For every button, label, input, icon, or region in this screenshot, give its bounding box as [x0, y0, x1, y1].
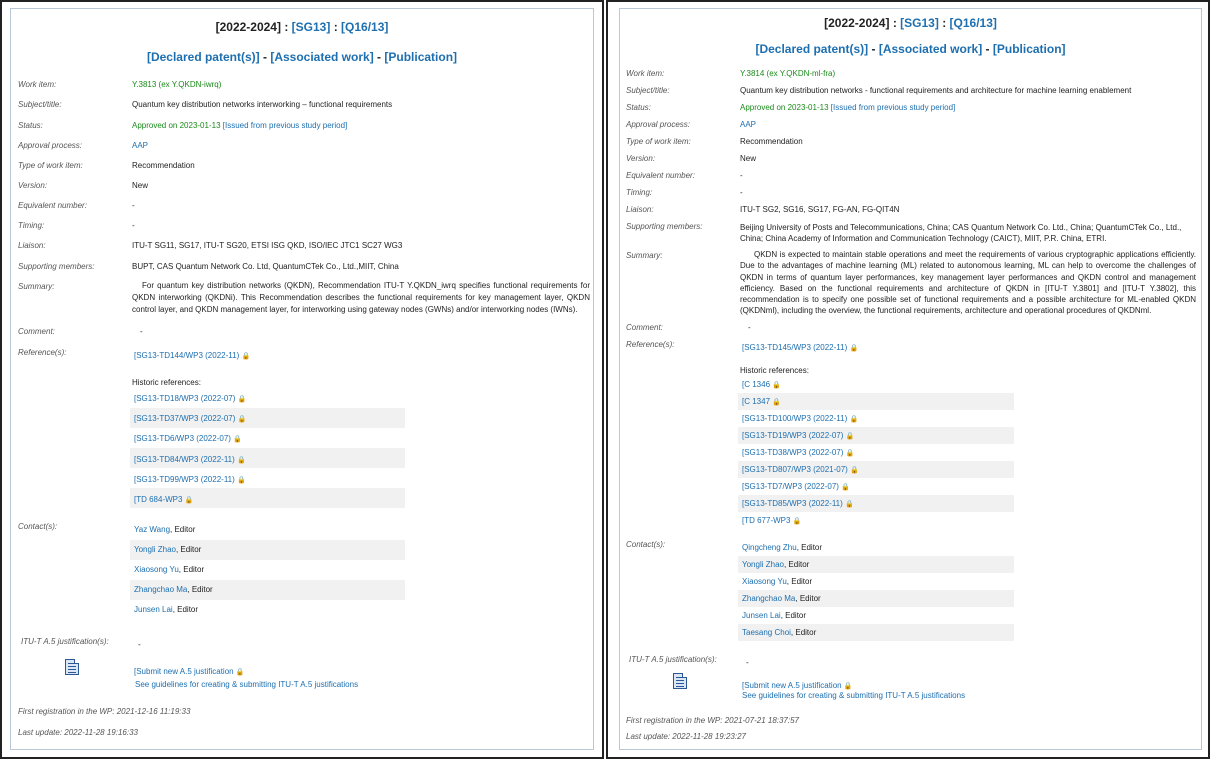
contact-link[interactable]: Yaz Wang [134, 525, 171, 534]
approval-link[interactable]: AAP [132, 141, 149, 150]
guidelines-link[interactable]: See guidelines for creating & submitting ITU-T A.5 justifications [742, 691, 966, 700]
work-item-value: Y.3813 (ex Y.QKDN-iwrq) [132, 80, 222, 89]
contact-item: Junsen Lai, Editor [742, 611, 807, 620]
comment-value: - [748, 323, 751, 332]
historic-ref-link[interactable]: [SG13-TD7/WP3 (2022-07) 🔒 [742, 482, 850, 491]
version-value: New [740, 154, 757, 163]
first-registration: First registration in the WP: 2021-12-16 11:19:33 [18, 707, 191, 716]
work-item-label: Work item: [626, 69, 665, 78]
liaison-label: Liaison: [626, 205, 654, 214]
contact-item: Yongli Zhao, Editor [134, 545, 202, 554]
historic-label: Historic references: [132, 378, 201, 387]
subject-label: Subject/title: [18, 100, 62, 109]
publication-link[interactable]: [Publication] [992, 42, 1066, 56]
contact-item: Xiaosong Yu, Editor [134, 565, 205, 574]
status-label: Status: [18, 121, 43, 130]
lock-icon: 🔒 [843, 683, 853, 690]
lock-icon: 🔒 [235, 669, 245, 676]
references-label: Reference(s): [18, 348, 67, 357]
equivalent-value: - [740, 171, 743, 180]
submit-justification-link[interactable]: [Submit new A.5 justification 🔒 [742, 681, 853, 690]
contact-item: Yongli Zhao, Editor [742, 560, 810, 569]
approval-link[interactable]: AAP [740, 120, 757, 129]
right-inner-frame [619, 8, 1202, 750]
status-value: Approved on 2023-01-13 [Issued from previous study period] [132, 121, 348, 130]
contact-link[interactable]: Qingcheng Zhu [742, 543, 797, 552]
contacts-label: Contact(s): [18, 522, 58, 531]
reference-link[interactable]: [SG13-TD144/WP3 (2022-11) 🔒 [134, 351, 251, 360]
lock-icon: 🔒 [237, 457, 246, 464]
issued-link[interactable]: [Issued from previous study period] [830, 103, 956, 112]
version-value: New [132, 181, 149, 190]
lock-icon: 🔒 [772, 382, 781, 389]
publication-link[interactable]: [Publication] [384, 50, 458, 64]
contact-item: Xiaosong Yu, Editor [742, 577, 813, 586]
contact-link[interactable]: Yongli Zhao [742, 560, 784, 569]
justification-label: ITU-T A.5 justification(s): [21, 637, 109, 646]
timing-label: Timing: [626, 188, 653, 197]
historic-ref-link[interactable]: [SG13-TD100/WP3 (2022-11) 🔒 [742, 414, 859, 423]
equivalent-label: Equivalent number: [18, 201, 87, 210]
historic-ref-link[interactable]: [SG13-TD99/WP3 (2022-11) 🔒 [134, 475, 246, 484]
subject-value: Quantum key distribution networks interworking – functional requirements [132, 100, 393, 109]
historic-ref-link[interactable]: [SG13-TD37/WP3 (2022-07) 🔒 [134, 414, 247, 423]
timing-label: Timing: [18, 221, 45, 230]
lock-icon: 🔒 [845, 433, 855, 440]
historic-label: Historic references: [740, 366, 809, 375]
left-header: [2022-2024] : [SG13] : [Q16/13] [215, 20, 389, 34]
left-links-row: [Declared patent(s)] - [Associated work] - [Publication] [146, 50, 458, 64]
last-update: Last update: 2022-11-28 19:23:27 [626, 732, 746, 741]
type-value: Recommendation [132, 161, 195, 170]
right-links-row: [Declared patent(s)] - [Associated work] - [Publication] [755, 42, 1066, 56]
summary-label: Summary: [626, 251, 663, 260]
supporting-value: BUPT, CAS Quantum Network Co. Ltd, QuantumCTek Co., Ltd.,MIIT, China [132, 262, 399, 271]
historic-ref-link[interactable]: [TD 677-WP3 🔒 [742, 516, 802, 525]
lock-icon: 🔒 [841, 484, 850, 491]
subject-label: Subject/title: [626, 86, 670, 95]
contacts-label: Contact(s): [626, 540, 666, 549]
contact-link[interactable]: Junsen Lai [742, 611, 781, 620]
submit-justification-link[interactable]: [Submit new A.5 justification 🔒 [134, 667, 245, 676]
lock-icon: 🔒 [845, 450, 855, 457]
supporting-label: Supporting members: [18, 262, 95, 271]
right-panel [606, 0, 1210, 759]
lock-icon: 🔒 [233, 436, 242, 443]
lock-icon: 🔒 [850, 467, 859, 474]
period-label: [2022-2024] [824, 16, 890, 30]
associated-work-link[interactable]: [Associated work] [270, 50, 374, 64]
lock-icon: 🔒 [237, 477, 246, 484]
lock-icon: 🔒 [792, 518, 802, 525]
right-header: [2022-2024] : [SG13] : [Q16/13] [824, 16, 997, 30]
summary-value: For quantum key distribution networks (QKDN), Recommendation ITU-T Y.QKDN_iwrq specifies functional requirements for QKDN interworking (QKDNi). This Recommendation describes the functional requirements for key management layer, QKDN control layer, and QKDN management layer, for interworking using gateway nodes (GWNs) and/or interworking nodes (IWNs). [132, 281, 590, 314]
period-label: [2022-2024] [215, 20, 281, 34]
historic-ref-link[interactable]: [C 1346 🔒 [742, 380, 781, 389]
left-panel [0, 0, 604, 759]
historic-ref-link[interactable]: [SG13-TD85/WP3 (2022-11) 🔒 [742, 499, 854, 508]
contact-link[interactable]: Xiaosong Yu [134, 565, 179, 574]
lock-icon: 🔒 [237, 396, 247, 403]
sg13-link[interactable]: [SG13] [291, 20, 331, 34]
approval-label: Approval process: [18, 141, 83, 150]
summary-label: Summary: [18, 282, 55, 291]
contact-link[interactable]: Junsen Lai [134, 605, 173, 614]
question-link[interactable]: [Q16/13] [949, 16, 997, 30]
historic-ref-link[interactable]: [SG13-TD807/WP3 (2021-07) 🔒 [742, 465, 859, 474]
contact-link[interactable]: Xiaosong Yu [742, 577, 787, 586]
lock-icon: 🔒 [849, 345, 859, 352]
comment-label: Comment: [626, 323, 663, 332]
work-item-label: Work item: [18, 80, 57, 89]
lock-icon: 🔒 [772, 399, 781, 406]
historic-ref-link[interactable]: [SG13-TD19/WP3 (2022-07) 🔒 [742, 431, 855, 440]
comment-label: Comment: [18, 327, 55, 336]
declared-patents-link[interactable]: [Declared patent(s)] [755, 42, 869, 56]
lock-icon: 🔒 [184, 497, 194, 504]
word-doc-icon[interactable] [65, 659, 79, 675]
contact-link[interactable]: Zhangchao Ma [134, 585, 188, 594]
sg13-link[interactable]: [SG13] [900, 16, 939, 30]
lock-icon: 🔒 [845, 501, 854, 508]
guidelines-link[interactable]: See guidelines for creating & submitting ITU-T A.5 justifications [135, 680, 359, 689]
reference-link[interactable]: [SG13-TD145/WP3 (2022-11) 🔒 [742, 343, 859, 352]
liaison-label: Liaison: [18, 241, 46, 250]
status-value: Approved on 2023-01-13 [Issued from previous study period] [740, 103, 956, 112]
liaison-value: ITU-T SG11, SG17, ITU-T SG20, ETSI ISG QKD, ISO/IEC JTC1 SC27 WG3 [132, 241, 403, 250]
question-link[interactable]: [Q16/13] [341, 20, 389, 34]
contact-link[interactable]: Yongli Zhao [134, 545, 176, 554]
version-label: Version: [626, 154, 656, 163]
contact-item: Qingcheng Zhu, Editor [742, 543, 823, 552]
liaison-value: ITU-T SG2, SG16, SG17, FG-AN, FG-QIT4N [740, 205, 900, 214]
contact-item: Zhangchao Ma, Editor [134, 585, 213, 594]
justification-value: - [138, 640, 141, 649]
historic-ref-link[interactable]: [SG13-TD84/WP3 (2022-11) 🔒 [134, 455, 246, 464]
supporting-label: Supporting members: [626, 222, 703, 231]
associated-work-link[interactable]: [Associated work] [878, 42, 983, 56]
timing-value: - [132, 221, 135, 230]
justification-label: ITU-T A.5 justification(s): [629, 655, 717, 664]
historic-ref-link[interactable]: [SG13-TD6/WP3 (2022-07) 🔒 [134, 434, 242, 443]
historic-ref-link[interactable]: [SG13-TD18/WP3 (2022-07) 🔒 [134, 394, 247, 403]
contact-link[interactable]: Taesang Choi [742, 628, 791, 637]
contact-item: Taesang Choi, Editor [742, 628, 817, 637]
status-label: Status: [626, 103, 651, 112]
references-label: Reference(s): [626, 340, 675, 349]
word-doc-icon[interactable] [673, 673, 687, 689]
type-label: Type of work item: [626, 137, 691, 146]
type-label: Type of work item: [18, 161, 83, 170]
declared-patents-link[interactable]: [Declared patent(s)] [146, 50, 260, 64]
summary-value: QKDN is expected to maintain stable operations and meet the requirements of various cryptographic applications efficiently. Due to the advantages of machine learning (ML) related to autonomous learning, ML can help to overcome the challenges of QKDN in terms of quantum layer performances, key management layer performances and QKDN control and management efficiency. Based on the functional requirements and architecture of QKDN in [ITU-T Y.3801] and [ITU-T Y.3802], this recommendation is to specify one possible set of functional requirements and a possible architecture for ML-enabled QKDN (QKDNml), including the overview, the functional requirements, architecture and operational procedures of QKDNml. [740, 250, 1196, 316]
contact-link[interactable]: Zhangchao Ma [742, 594, 796, 603]
historic-ref-link[interactable]: [TD 684-WP3 🔒 [134, 495, 194, 504]
type-value: Recommendation [740, 137, 803, 146]
subject-value: Quantum key distribution networks - functional requirements and architecture for machine learning enablement [740, 86, 1132, 95]
comment-value: - [140, 327, 143, 336]
timing-value: - [740, 188, 743, 197]
equivalent-value: - [132, 201, 135, 210]
approval-label: Approval process: [626, 120, 691, 129]
last-update: Last update: 2022-11-28 19:16:33 [18, 728, 138, 737]
lock-icon: 🔒 [849, 416, 859, 423]
issued-link[interactable]: [Issued from previous study period] [222, 121, 348, 130]
contact-item: Zhangchao Ma, Editor [742, 594, 821, 603]
equivalent-label: Equivalent number: [626, 171, 695, 180]
first-registration: First registration in the WP: 2021-07-21 18:37:57 [626, 716, 800, 725]
left-inner-frame [10, 8, 594, 750]
contact-item: Yaz Wang, Editor [134, 525, 196, 534]
justification-value: - [746, 658, 749, 667]
contact-item: Junsen Lai, Editor [134, 605, 199, 614]
historic-ref-link[interactable]: [SG13-TD38/WP3 (2022-07) 🔒 [742, 448, 855, 457]
work-item-value: Y.3814 (ex Y.QKDN-ml-fra) [740, 69, 836, 78]
version-label: Version: [18, 181, 48, 190]
lock-icon: 🔒 [241, 353, 251, 360]
lock-icon: 🔒 [237, 416, 247, 423]
historic-ref-link[interactable]: [C 1347 🔒 [742, 397, 781, 406]
supporting-value: Beijing University of Posts and Telecommunications, China; CAS Quantum Network Co. Ltd., China; QuantumCTek Co., Ltd., China; China Academy of Information and Communication Technology (CAICT), MIIT, P.R. China, ETRI. [740, 223, 1182, 243]
